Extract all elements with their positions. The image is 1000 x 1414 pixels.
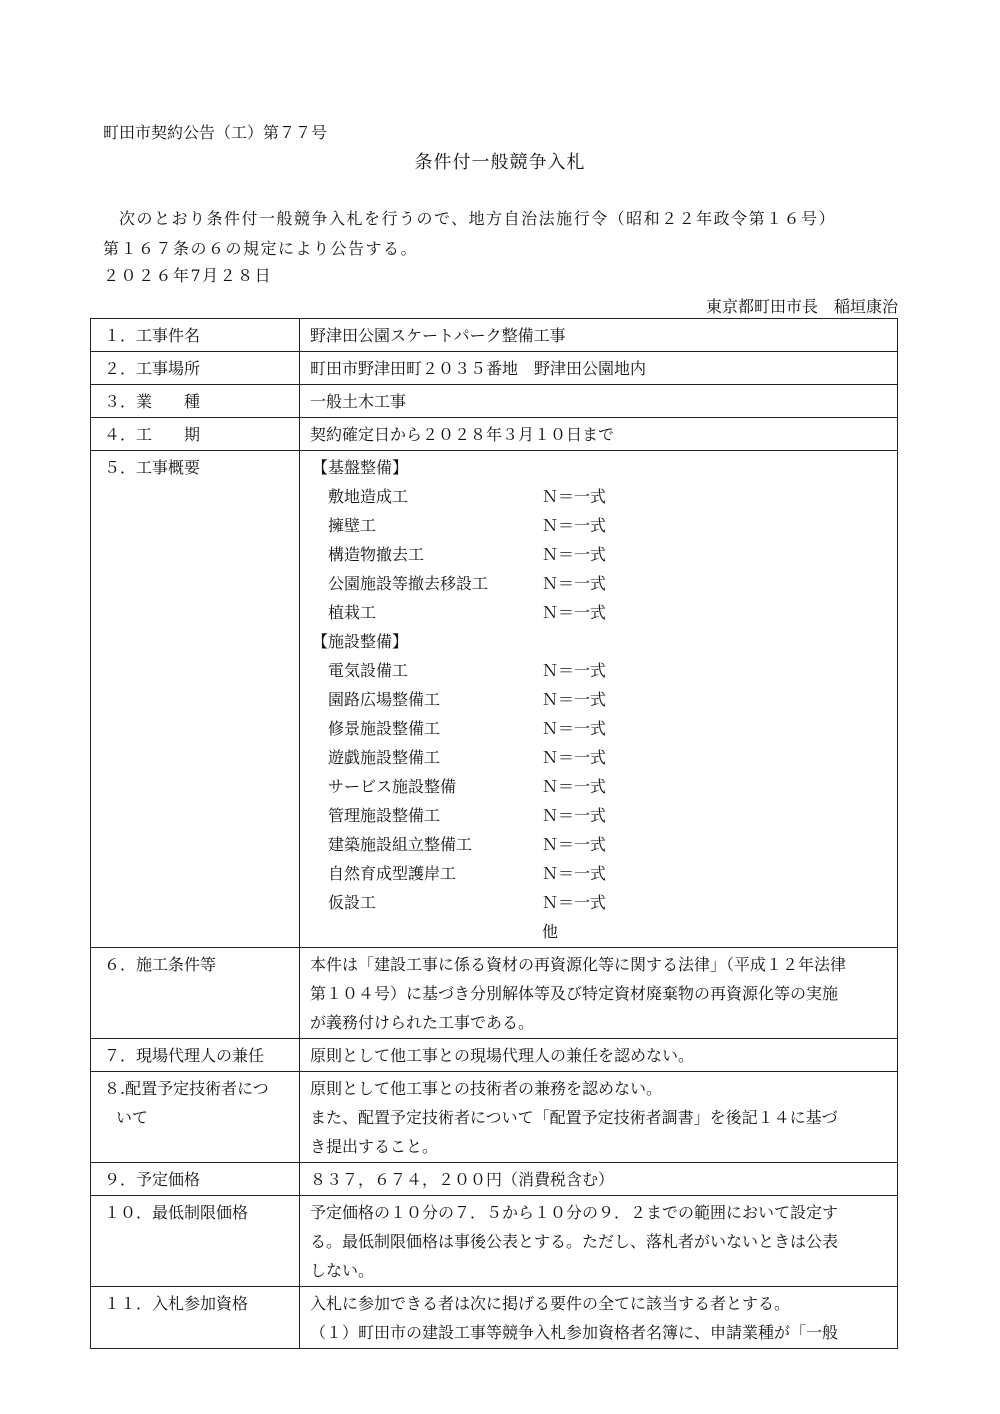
item-name: 建築施設組立整備工 (328, 835, 473, 854)
list-item (310, 598, 889, 627)
table-row (91, 451, 898, 948)
item-qty: Ｎ＝一式 (542, 835, 607, 854)
document-title: 条件付一般競争入札 (414, 152, 586, 173)
row-label: １０．最低制限価格 (91, 1196, 300, 1287)
list-item (310, 772, 889, 801)
item-qty: Ｎ＝一式 (542, 748, 607, 767)
table-row (91, 1287, 898, 1349)
row-value (300, 1287, 898, 1349)
row-value (300, 948, 898, 1039)
work-overview (300, 451, 898, 948)
row-value: 野津田公園スケートパーク整備工事 (300, 319, 898, 352)
text-line: 第１０４号）に基づき分別解体等及び特定資材廃棄物の再資源化等の実施 (310, 984, 839, 1003)
list-item (310, 685, 889, 714)
list-item (310, 569, 889, 598)
list-item (310, 830, 889, 859)
row-value: 原則として他工事との現場代理人の兼任を認めない。 (300, 1039, 898, 1072)
table-row (91, 385, 898, 418)
item-qty: Ｎ＝一式 (542, 719, 607, 738)
list-item (310, 801, 889, 830)
item-name: 仮設工 (328, 893, 377, 912)
item-name: 管理施設整備工 (328, 806, 441, 825)
table-row (91, 418, 898, 451)
row-label: １．工事件名 (91, 319, 300, 352)
row-label: ４．工 期 (91, 418, 300, 451)
item-name: 電気設備工 (328, 661, 409, 680)
row-label: ３．業 種 (91, 385, 300, 418)
notice-number: 町田市契約公告（工）第７７号 (103, 123, 328, 142)
item-qty: Ｎ＝一式 (542, 777, 607, 796)
overview-extra: 他 (542, 922, 559, 941)
section-heading: 【基盤整備】 (312, 458, 409, 477)
item-name: 公園施設等撤去移設工 (328, 574, 489, 593)
text-line: 予定価格の１０分の７．５から１０分の９．２までの範囲において設定す (310, 1203, 839, 1222)
item-name: 構造物撤去工 (328, 545, 425, 564)
item-qty: Ｎ＝一式 (542, 661, 607, 680)
row-label: ５．工事概要 (91, 451, 300, 948)
text-line: しない。 (310, 1261, 375, 1280)
table-row (91, 948, 898, 1039)
text-line: 入札に参加できる者は次に掲げる要件の全てに該当する者とする。 (310, 1294, 791, 1313)
item-name: 自然育成型護岸工 (328, 864, 457, 883)
table-row (91, 1072, 898, 1163)
item-name: 修景施設整備工 (328, 719, 441, 738)
table-row (91, 1039, 898, 1072)
list-item (310, 540, 889, 569)
row-label: ２．工事場所 (91, 352, 300, 385)
text-line: 原則として他工事との技術者の兼務を認めない。 (310, 1079, 663, 1098)
item-name: 園路広場整備工 (328, 690, 441, 709)
label-line: ８.配置予定技術者につ (104, 1079, 269, 1098)
text-line: （１）町田市の建設工事等競争入札参加資格者名簿に、申請業種が「一般 (310, 1323, 839, 1342)
table-row (91, 1163, 898, 1196)
text-line: る。最低制限価格は事後公表とする。ただし、落札者がいないときは公表 (310, 1232, 839, 1251)
item-name: 敷地造成工 (328, 487, 409, 506)
item-qty: Ｎ＝一式 (542, 545, 607, 564)
row-label: ６．施工条件等 (91, 948, 300, 1039)
text-line: また、配置予定技術者について「配置予定技術者調書」を後記１４に基づ (310, 1108, 838, 1127)
item-qty: Ｎ＝一式 (542, 516, 607, 535)
item-qty: Ｎ＝一式 (542, 806, 607, 825)
item-name: 植栽工 (328, 603, 377, 622)
specification-table (90, 318, 898, 1349)
item-qty: Ｎ＝一式 (542, 603, 607, 622)
row-value (300, 1072, 898, 1163)
list-item (310, 888, 889, 917)
list-item (310, 743, 889, 772)
table-row (91, 352, 898, 385)
text-line: 本件は「建設工事に係る資材の再資源化等に関する法律」（平成１２年法律 (310, 955, 847, 974)
row-label: ７．現場代理人の兼任 (91, 1039, 300, 1072)
intro-line: 第１６７条の６の規定により公告する。 (103, 239, 419, 258)
row-value: ８３７，６７４，２００円（消費税含む） (300, 1163, 898, 1196)
intro-line: 次のとおり条件付一般競争入札を行うので、地方自治法施行令（昭和２２年政令第１６号） (119, 209, 837, 228)
row-label (91, 1072, 300, 1163)
list-item (310, 656, 889, 685)
row-value: 町田市野津田町２０３５番地 野津田公園地内 (300, 352, 898, 385)
label-line: いて (116, 1108, 149, 1127)
row-label: ９．予定価格 (91, 1163, 300, 1196)
notice-date: ２０２６年7月２８日 (103, 266, 273, 285)
row-value (300, 1196, 898, 1287)
table-row (91, 1196, 898, 1287)
text-line: が義務付けられた工事である。 (310, 1013, 535, 1032)
row-label: １１．入札参加資格 (91, 1287, 300, 1349)
item-qty: Ｎ＝一式 (542, 690, 607, 709)
list-item (310, 482, 889, 511)
list-item (310, 859, 889, 888)
intro-paragraph (103, 204, 903, 264)
item-qty: Ｎ＝一式 (542, 487, 607, 506)
row-value: 一般土木工事 (300, 385, 898, 418)
text-line: き提出すること。 (310, 1137, 439, 1156)
row-value: 契約確定日から２０２８年３月１０日まで (300, 418, 898, 451)
item-qty: Ｎ＝一式 (542, 864, 607, 883)
signer: 東京都町田市長 稲垣康治 (705, 297, 898, 316)
section-heading: 【施設整備】 (312, 632, 409, 651)
item-name: サービス施設整備 (328, 777, 457, 796)
item-name: 遊戯施設整備工 (328, 748, 441, 767)
item-qty: Ｎ＝一式 (542, 574, 607, 593)
list-item (310, 714, 889, 743)
table-row (91, 319, 898, 352)
item-name: 擁壁工 (328, 516, 377, 535)
list-item (310, 511, 889, 540)
item-qty: Ｎ＝一式 (542, 893, 607, 912)
